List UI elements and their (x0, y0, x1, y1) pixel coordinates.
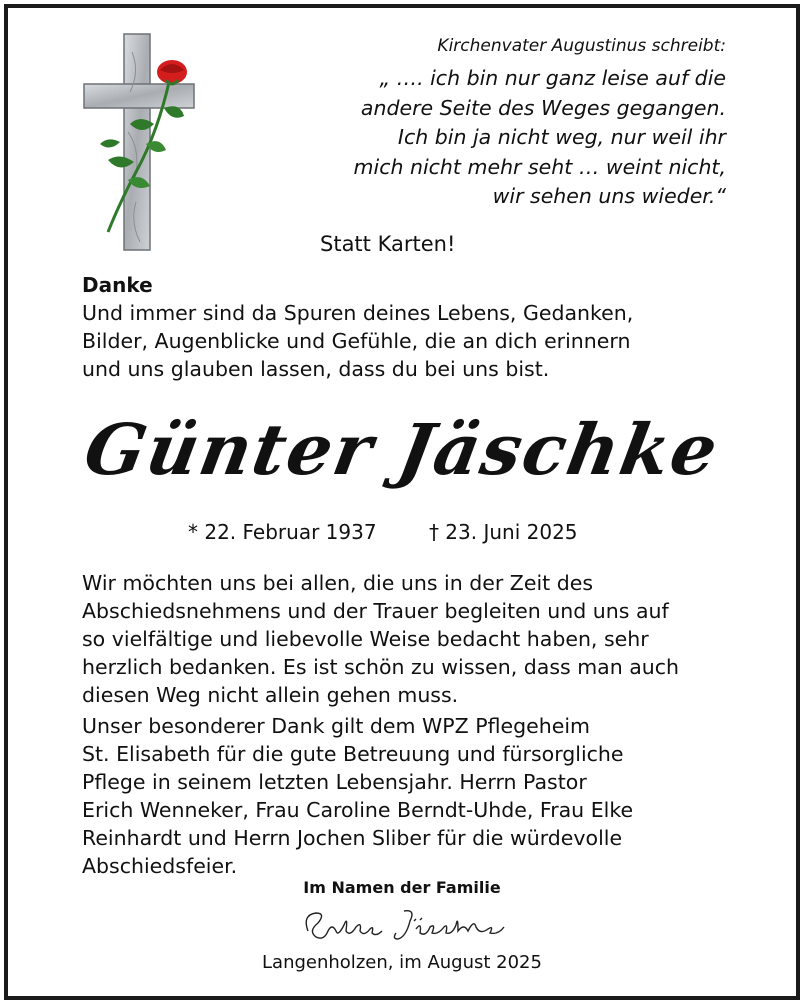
family-line: Im Namen der Familie (303, 878, 501, 897)
danke-line: Bilder, Augenblicke und Gefühle, die an dich erinnern (82, 329, 631, 353)
signature (298, 901, 518, 945)
danke-line: Und immer sind da Spuren deines Lebens, Gedanken, (82, 301, 634, 325)
paragraph-line: Abschiedsnehmens und der Trauer begleiten und uns auf (82, 599, 669, 623)
paragraph-line: so vielfältige und liebevolle Weise bedacht haben, sehr (82, 627, 649, 651)
paragraph-line: St. Elisabeth für die gute Betreuung und fürsorgliche (82, 742, 624, 766)
statt-karten: Statt Karten! (320, 232, 456, 256)
paragraph-line: diesen Weg nicht allein gehen muss. (82, 683, 459, 707)
quote-attribution: Kirchenvater Augustinus schreibt: (437, 36, 726, 56)
quote-line: Ich bin ja nicht weg, nur weil ihr (397, 125, 726, 149)
quote-line: andere Seite des Weges gegangen. (360, 95, 726, 120)
quote (266, 64, 726, 212)
paragraph-line: Pflege in seinem letzten Lebensjahr. Herrn Pastor (82, 770, 587, 794)
paragraph-line: Abschiedsfeier. (82, 854, 238, 878)
paragraph-line: herzlich bedanken. Es ist schön zu wissen, dass man auch (82, 655, 680, 679)
birth-date: * 22. Februar 1937 (188, 520, 377, 544)
danke-heading: Danke (82, 273, 153, 297)
obituary-notice (4, 4, 800, 1000)
paragraph-line: Wir möchten uns bei allen, die uns in der Zeit des (82, 571, 594, 595)
death-date: † 23. Juni 2025 (428, 520, 578, 544)
paragraph-line: Unser besonderer Dank gilt dem WPZ Pflegeheim (82, 714, 591, 738)
paragraph-line: Reinhardt und Herrn Jochen Sliber für die würdevolle (82, 826, 623, 850)
life-dates (188, 520, 578, 544)
quote-line: wir sehen uns wieder.“ (492, 184, 726, 208)
thanks-paragraph (82, 569, 738, 709)
special-thanks-paragraph (82, 712, 738, 880)
cross-with-rose-icon (80, 32, 200, 254)
paragraph-line: Erich Wenneker, Frau Caroline Berndt-Uhde, Frau Elke (82, 798, 634, 822)
place-date: Langenholzen, im August 2025 (262, 952, 542, 973)
quote-line: „ …. ich bin nur ganz leise auf die (379, 66, 726, 90)
quote-line: mich nicht mehr seht … weint nicht, (353, 154, 726, 179)
deceased-name: Günter Jäschke (78, 408, 726, 491)
danke-line: und uns glauben lassen, dass du bei uns bist. (82, 357, 550, 381)
danke-text (82, 299, 742, 383)
